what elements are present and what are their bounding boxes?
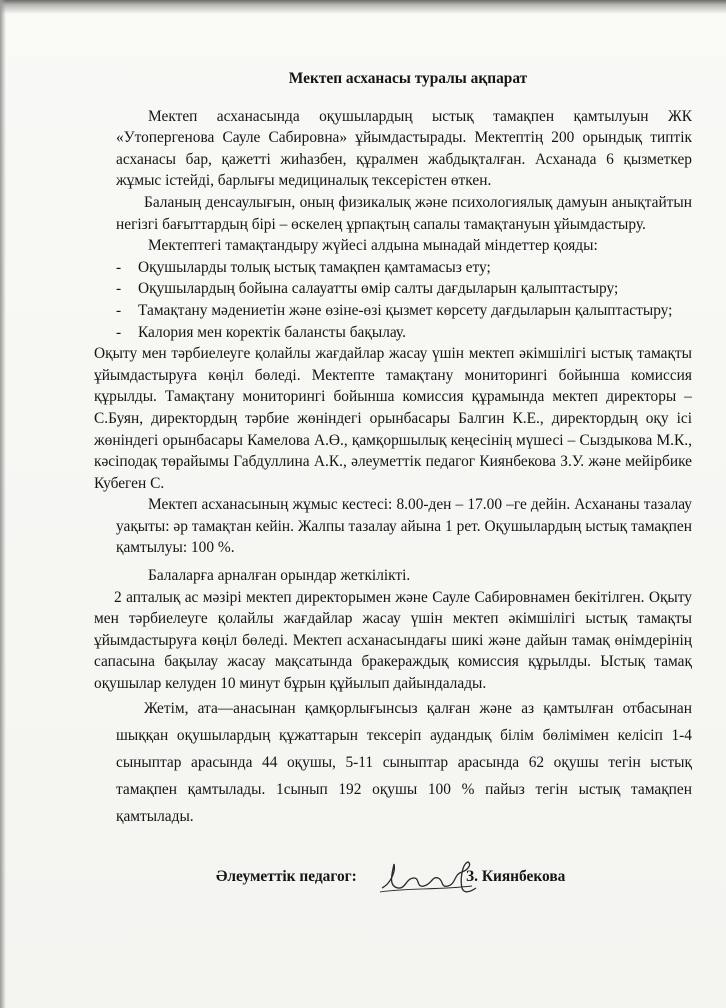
paragraph-seats: Балаларға арналған орындар жеткілікті.: [148, 567, 411, 585]
paragraph-monitoring-commission: Оқыту мен тәрбиелеуге қолайлы жағдайлар жасау үшін мектеп әкімшілігі ыстық тамақты ұйымдастыруға көңіл бөледі. Мектепте тамақтану мониторингі бойынша комиссия құрылды. Тамақтану мониторингі бойынша комиссия құрамында мектеп директоры – С.Буян, директордың тәрбие жөніндегі орынбасары Балгин К.Е., директордың оқу ісі жөніндегі орынбасары Камелова А.Ө., қамқоршылық кеңесінің мүшесі – Сыздыкова М.К., кәсіподақ төрайымы Габдуллина А.К., әлеуметтік педагог Киянбекова З.У. және мейірбике Кубеген С.: [94, 345, 692, 492]
document-body: [94, 68, 692, 830]
scan-left-edge-shadow: [0, 0, 6, 1008]
paragraph-menu-approval: 2 апталық ас мәзірі мектеп директорымен және Сауле Сабировнамен бекітілген. Оқыту мен тәрбиелеуге қолайлы жағдайлар жасау үшін мектеп әкімшілігі ыстық тамақты ұйымдастыруға көңіл бөледі. Мектеп асханасындағы шикі және дайын тамақ өнімдерінің сапасына бақылау жасау мақсатында бракераждық комиссия құрылды. Ыстық тамақ оқушылар келуден 10 минут бұрын құйылып дайындалады.: [94, 588, 692, 693]
list-item: - Тамақтану мәдениетін және өзіне-өзі қызмет көрсету дағдыларын қалыптастыру;: [116, 300, 692, 322]
list-item: - Оқушыларды толық ыстық тамақпен қамтамасыз ету;: [116, 257, 692, 279]
paragraph-work-schedule: Мектеп асханасының жұмыс кестесі: 8.00-ден – 17.00 –ге дейін. Асхананы тазалау уақыты: әр тамақтан кейін. Жалпы тазалау айына 1 рет. Оқушылардың ыстық тамақпен қамтылуы: 100 %.: [116, 496, 692, 557]
paragraph-nutrition-importance: Баланың денсаулығын, оның физикалық және психологиялық дамуын анықтайтын негізгі бағыттардың бірі – өскелең ұрпақтың сапалы тамақтануын ұйымдастыру.: [116, 193, 692, 233]
paragraph-tasks-intro: Мектептегі тамақтандыру жүйесі алдына мынадай міндеттер қояды:: [148, 237, 598, 255]
signature-role: Әлеуметтік педагог:: [216, 868, 357, 885]
handwritten-signature: [376, 858, 480, 898]
signature-name: З. Киянбекова: [466, 868, 566, 885]
scan-top-edge-shadow: [0, 0, 726, 14]
document-title: Мектеп асханасы туралы ақпарат: [288, 70, 528, 87]
tasks-list: [116, 257, 692, 343]
list-item: - Оқушылардың бойына салауатты өмір салты дағдыларын қалыптастыру;: [116, 278, 692, 300]
paragraph-canteen-provider: Мектеп асханасында оқушылардың ыстық тамақпен қамтылуын ЖК «Утопергенова Сауле Сабировна» ұйымдастырады. Мектептің 200 орындық типтік асханасы бар, қажетті жиһазбен, құралмен жабдықталған. Асханада 6 қызметкер жұмыс істейді, барлығы медициналық тексерістен өткен.: [116, 107, 692, 190]
list-item: - Калория мен коректік балансты бақылау.: [116, 322, 692, 344]
signature-block: [216, 858, 656, 898]
paragraph-free-meals: Жетім, ата—анасынан қамқорлығынсыз қалған және аз қамтылған отбасынан шыққан оқушылардың құжаттарын тексеріп аудандық білім бөлімімен келісіп 1-4 сыныптар арасында 44 оқушы, 5-11 сыныптар арасында 62 оқушы тегін ыстық тамақпен қамтылады. 1сынып 192 оқушы 100 % пайыз тегін ыстық тамақпен қамтылады.: [116, 699, 692, 825]
